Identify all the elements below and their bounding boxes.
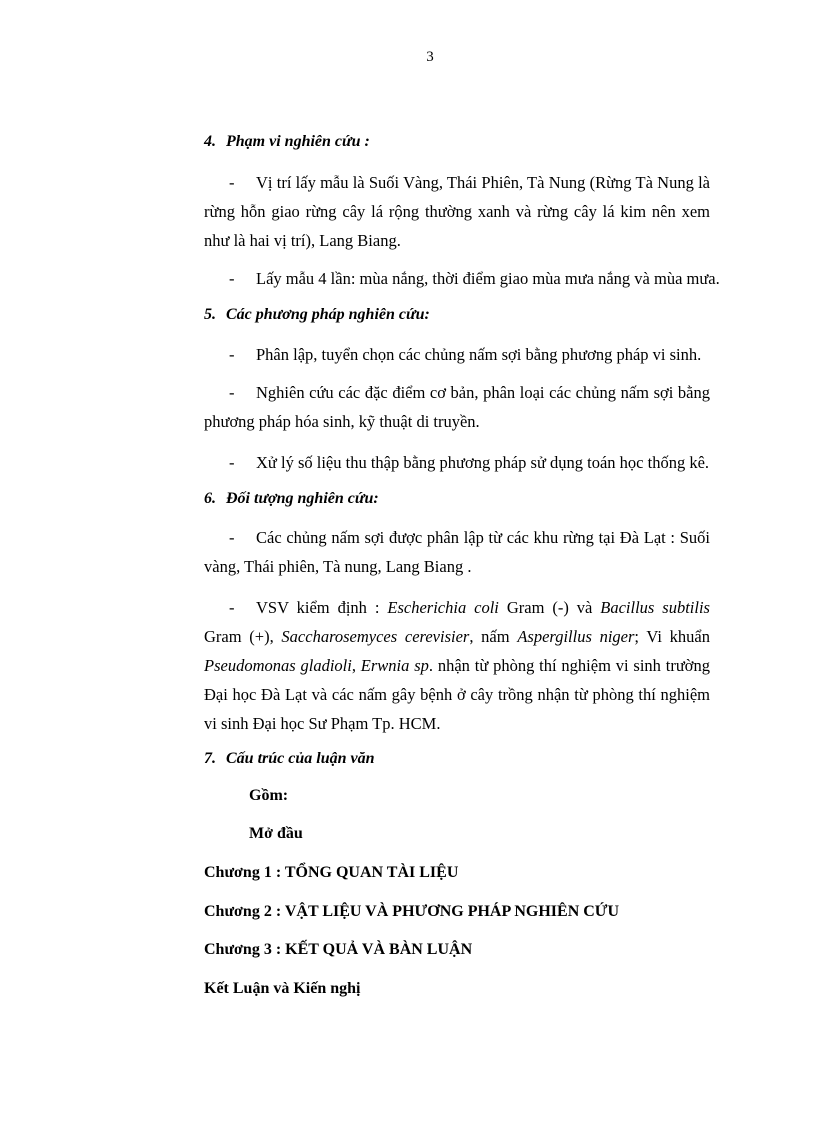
species-pseudomonas: Pseudomonas gladioli	[204, 656, 352, 675]
structure-gom: Gồm:	[249, 787, 289, 804]
section-6-number: 6.	[204, 490, 216, 507]
section-5-bullet-1	[204, 340, 710, 369]
species-saccharosemyces: Saccharosemyces cerevisier	[281, 627, 470, 646]
vsv-text-7: . nhận từ phòng thí nghiệm vi sinh trường Đại học Đà Lạt và các nấm gây bệnh ở cây trồng nhận từ phòng thí nghiệm vi sinh Đại học Sư Phạm Tp. HCM.	[204, 656, 710, 733]
section-7-title: Cấu trúc của luận văn	[226, 750, 375, 767]
vsv-text-2: Gram (-) và	[498, 598, 601, 617]
bullet-dash: -	[229, 345, 235, 364]
structure-chapter-3: Chương 3 : KẾT QUẢ VÀ BÀN LUẬN	[204, 941, 473, 958]
bullet-dash: -	[229, 383, 235, 402]
section-4-heading	[204, 133, 370, 151]
vsv-text-1: VSV kiểm định :	[256, 598, 388, 617]
bullet-text: Nghiên cứu các đặc điểm cơ bản, phân loại các chủng nấm sợi bằng phương pháp hóa sinh, kỹ thuật di truyền.	[204, 383, 710, 431]
page-number: 3	[426, 49, 434, 65]
bullet-text: Vị trí lấy mẫu là Suối Vàng, Thái Phiên, Tà Nung (Rừng Tà Nung là rừng hỗn giao rừng cây lá rộng thường xanh và rừng cây lá kim nên xem như là hai vị trí), Lang Biang.	[204, 173, 710, 250]
section-7-number: 7.	[204, 750, 216, 767]
section-4-bullet-2	[204, 264, 720, 293]
bullet-text: Các chủng nấm sợi được phân lập từ các khu rừng tại Đà Lạt : Suối vàng, Thái phiên, Tà nung, Lang Biang .	[204, 528, 710, 576]
section-6-heading	[204, 490, 379, 508]
vsv-text-5: ; Vi khuẩn	[634, 627, 710, 646]
structure-chapter-2: Chương 2 : VẬT LIỆU VÀ PHƯƠNG PHÁP NGHIÊN CỨU	[204, 903, 620, 920]
bullet-dash: -	[229, 173, 235, 192]
bullet-dash: -	[229, 528, 235, 547]
structure-conclusion: Kết Luận và Kiến nghị	[204, 980, 361, 997]
bullet-dash: -	[229, 269, 235, 288]
bullet-dash: -	[229, 598, 235, 617]
structure-mo-dau: Mở đầu	[249, 825, 303, 842]
section-4-title: Phạm vi nghiên cứu :	[226, 133, 370, 150]
species-escherichia-coli: Escherichia coli	[387, 598, 499, 617]
bullet-dash: -	[229, 453, 235, 472]
vsv-text-3: Gram (+),	[204, 627, 282, 646]
bullet-text: Xử lý số liệu thu thập bằng phương pháp sử dụng toán học thống kê.	[256, 453, 710, 472]
section-5-title: Các phương pháp nghiên cứu:	[226, 306, 430, 323]
section-4-number: 4.	[204, 133, 216, 150]
section-5-number: 5.	[204, 306, 216, 323]
section-6-title: Đối tượng nghiên cứu:	[226, 490, 379, 507]
section-7-heading	[204, 750, 374, 768]
species-aspergillus-niger: Aspergillus niger	[517, 627, 635, 646]
section-6-bullet-2	[204, 593, 710, 738]
section-5-bullet-3	[204, 448, 710, 477]
species-erwnia: Erwnia sp	[360, 656, 429, 675]
bullet-text: Phân lập, tuyển chọn các chủng nấm sợi bằng phương pháp vi sinh.	[256, 345, 702, 364]
section-5-heading	[204, 306, 430, 324]
species-bacillus-subtilis: Bacillus subtilis	[600, 598, 710, 617]
section-4-bullet-1	[204, 168, 710, 255]
bullet-text: Lấy mẫu 4 lần: mùa nắng, thời điểm giao mùa mưa nắng và mùa mưa.	[256, 269, 720, 288]
section-6-bullet-1	[204, 523, 710, 581]
vsv-text-4: , nấm	[469, 627, 518, 646]
vsv-text-6: ,	[351, 656, 361, 675]
structure-chapter-1: Chương 1 : TỔNG QUAN TÀI LIỆU	[204, 864, 459, 881]
section-5-bullet-2	[204, 378, 710, 436]
